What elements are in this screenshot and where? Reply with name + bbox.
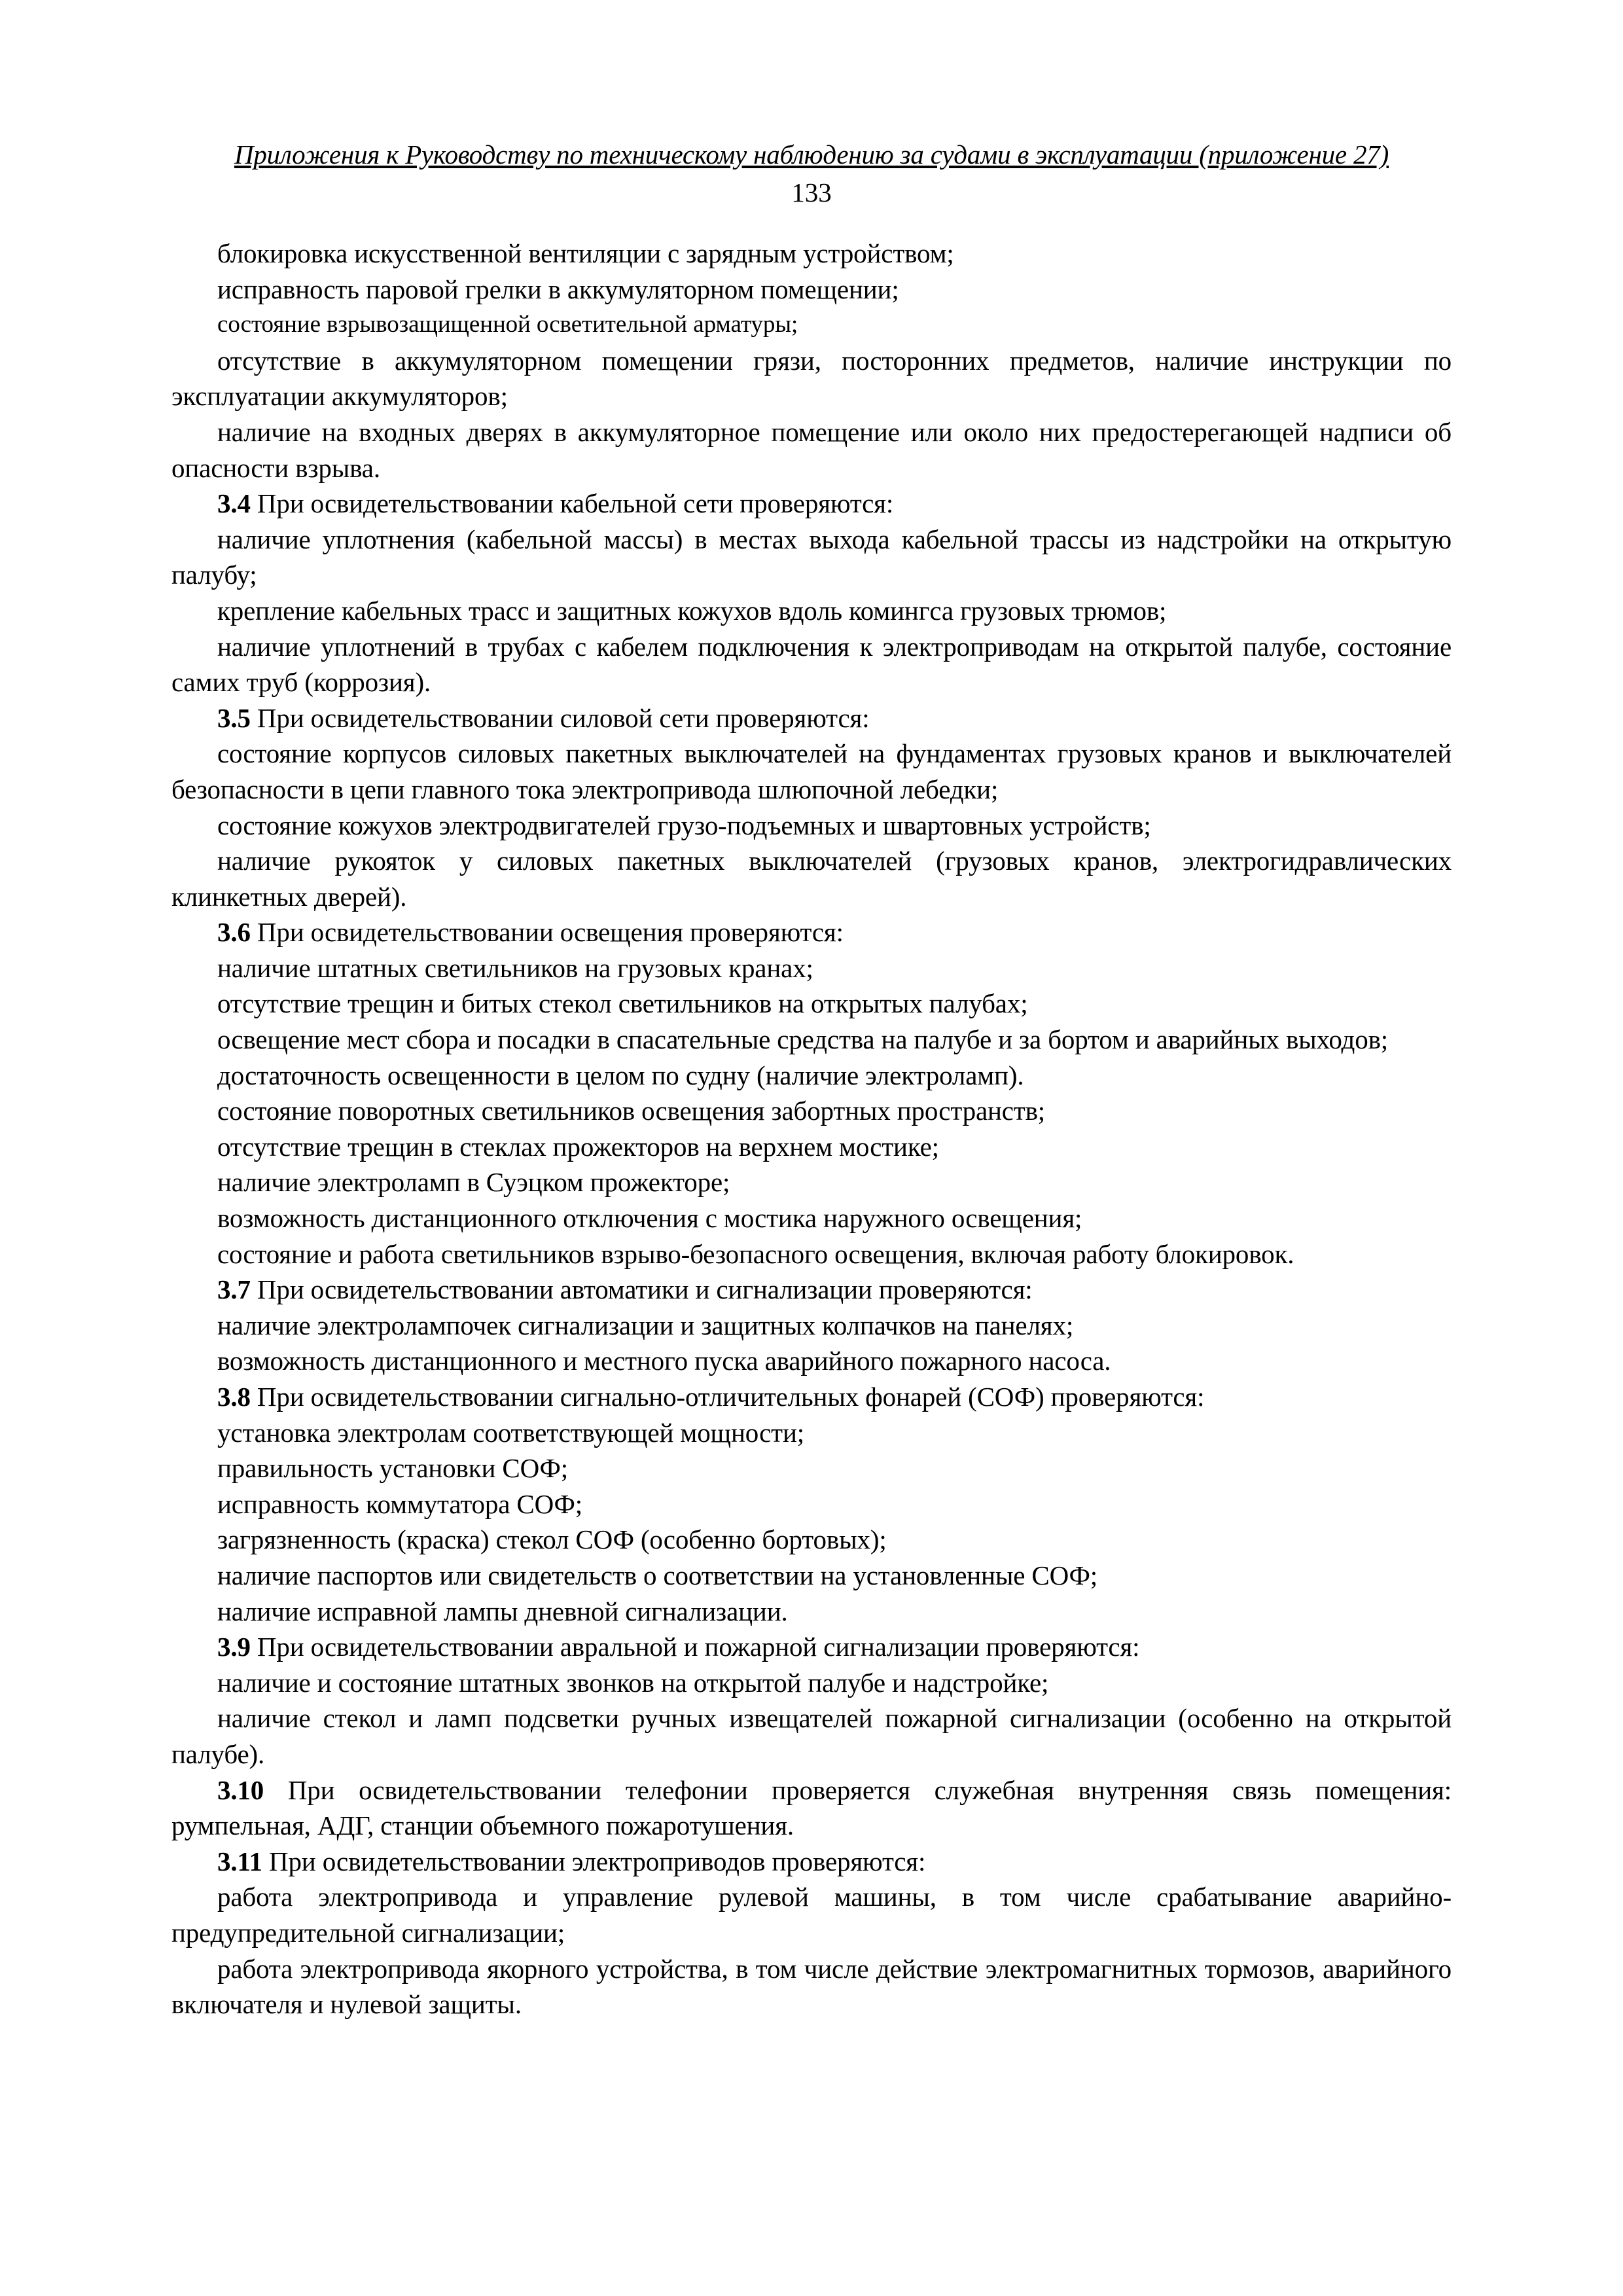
paragraph <box>171 1093 1452 1129</box>
section-heading-text: При освидетельствовании автоматики и сигнализации проверяются: <box>250 1274 1033 1305</box>
paragraph-text: состояние взрывозащищенной осветительной арматуры; <box>217 311 798 338</box>
section-heading <box>171 1379 1452 1415</box>
paragraph <box>171 629 1452 700</box>
section-heading <box>171 1844 1452 1880</box>
paragraph <box>171 522 1452 593</box>
paragraph <box>171 1129 1452 1165</box>
paragraph <box>171 1450 1452 1486</box>
section-heading <box>171 1272 1452 1308</box>
paragraph <box>171 343 1452 414</box>
paragraph <box>171 593 1452 629</box>
section-number: 3.9 <box>217 1632 251 1662</box>
paragraph-text: наличие электроламп в Суэцком прожекторе; <box>217 1167 730 1198</box>
paragraph <box>171 950 1452 986</box>
paragraph <box>171 1700 1452 1772</box>
section-heading-text: При освидетельствовании кабельной сети проверяются: <box>250 488 894 519</box>
paragraph <box>171 1486 1452 1522</box>
paragraph-text: отсутствие трещин и битых стекол светильников на открытых палубах; <box>217 988 1028 1019</box>
paragraph-text: блокировка искусственной вентиляции с зарядным устройством; <box>217 238 954 268</box>
paragraph-text: возможность дистанционного отключения с мостика наружного освещения; <box>217 1203 1082 1234</box>
section-number: 3.10 <box>217 1774 264 1805</box>
section-heading <box>171 914 1452 950</box>
section-number: 3.7 <box>217 1274 251 1305</box>
paragraph <box>171 1879 1452 1950</box>
paragraph-text: исправность паровой грелки в аккумуляторном помещении; <box>217 274 899 304</box>
paragraph <box>171 736 1452 807</box>
paragraph <box>171 1558 1452 1594</box>
paragraph-text: наличие уплотнений в трубах с кабелем подключения к электроприводам на открытой палубе, состояние самих труб (коррозия). <box>171 631 1452 698</box>
paragraph-text: исправность коммутатора СОФ; <box>217 1488 583 1519</box>
paragraph <box>171 1164 1452 1200</box>
paragraph-text: достаточность освещенности в целом по судну (наличие электроламп). <box>217 1060 1024 1090</box>
paragraph-text: состояние поворотных светильников освещения забортных пространств; <box>217 1096 1046 1126</box>
paragraph-text: наличие электролампочек сигнализации и защитных колпачков на панелях; <box>217 1310 1074 1340</box>
paragraph <box>171 986 1452 1022</box>
paragraph <box>171 1236 1452 1272</box>
section-heading <box>171 700 1452 736</box>
paragraph-text: наличие уплотнения (кабельной массы) в местах выхода кабельной трассы из надстройки на открытую палубу; <box>171 524 1452 590</box>
paragraph-text: наличие рукояток у силовых пакетных выключателей (грузовых кранов, электрогидравлических клинкетных дверей). <box>171 846 1452 912</box>
paragraph-text: загрязненность (краска) стекол СОФ (особенно бортовых); <box>217 1524 887 1555</box>
paragraph-text: состояние кожухов электродвигателей грузо-подъемных и швартовных устройств; <box>217 810 1151 840</box>
section-heading <box>171 1629 1452 1665</box>
paragraph-text: работа электропривода и управление рулевой машины, в том числе срабатывание аварийно-предупредительной сигнализации; <box>171 1882 1452 1948</box>
section-number: 3.4 <box>217 488 251 519</box>
paragraph-text: работа электропривода якорного устройства, в том числе действие электромагнитных тормозов, аварийного включателя и нулевой защиты. <box>171 1953 1452 2020</box>
paragraph-text: наличие на входных дверях в аккумуляторное помещение или около них предостерегающей надписи об опасности взрыва. <box>171 416 1452 483</box>
paragraph-text: состояние корпусов силовых пакетных выключателей на фундаментах грузовых кранов и выключателей безопасности в цепи главного тока электропривода шлюпочной лебедки; <box>171 738 1452 804</box>
page-number: 133 <box>791 177 832 207</box>
paragraph <box>171 236 1452 272</box>
paragraph <box>171 808 1452 844</box>
section-heading-text: При освидетельствовании телефонии проверяется служебная внутренняя связь помещения: румпельная, АДГ, станции объемного пожаротушения. <box>171 1774 1452 1841</box>
section-heading-text: При освидетельствовании сигнально-отличительных фонарей (СОФ) проверяются: <box>250 1382 1205 1412</box>
paragraph <box>171 1594 1452 1630</box>
paragraph <box>171 1665 1452 1701</box>
paragraph-text: освещение мест сбора и посадки в спасательные средства на палубе и за бортом и аварийных выходов; <box>217 1024 1389 1055</box>
paragraph <box>171 843 1452 914</box>
section-heading-text: При освидетельствовании авральной и пожарной сигнализации проверяются: <box>250 1632 1140 1662</box>
paragraph <box>171 272 1452 308</box>
section-number: 3.11 <box>217 1846 262 1876</box>
section-heading <box>171 486 1452 522</box>
paragraph-text: отсутствие в аккумуляторном помещении грязи, посторонних предметов, наличие инструкции по эксплуатации аккумуляторов; <box>171 345 1452 412</box>
running-header: Приложения к Руководству по техническому наблюдению за судами в эксплуатации (приложение 27) <box>234 139 1389 170</box>
paragraph <box>171 1308 1452 1344</box>
paragraph <box>171 1200 1452 1236</box>
paragraph <box>171 1415 1452 1451</box>
section-heading-text: При освидетельствовании электроприводов проверяются: <box>262 1846 926 1876</box>
document-body <box>171 236 1452 2022</box>
section-number: 3.8 <box>217 1382 251 1412</box>
paragraph <box>171 1951 1452 2022</box>
paragraph-text: крепление кабельных трасс и защитных кожухов вдоль комингса грузовых трюмов; <box>217 595 1167 626</box>
paragraph <box>171 307 1452 343</box>
paragraph-text: наличие паспортов или свидетельств о соответствии на установленные СОФ; <box>217 1560 1098 1590</box>
paragraph <box>171 1058 1452 1094</box>
paragraph-text: правильность установки СОФ; <box>217 1453 569 1484</box>
section-heading-text: При освидетельствовании освещения проверяются: <box>250 917 844 948</box>
paragraph-text: наличие штатных светильников на грузовых кранах; <box>217 952 813 983</box>
paragraph-text: отсутствие трещин в стеклах прожекторов на верхнем мостике; <box>217 1131 939 1162</box>
section-number: 3.6 <box>217 917 251 948</box>
paragraph-text: возможность дистанционного и местного пуска аварийного пожарного насоса. <box>217 1346 1111 1376</box>
paragraph-text: состояние и работа светильников взрыво-безопасного освещения, включая работу блокировок. <box>217 1238 1294 1269</box>
paragraph-text: установка электролам соответствующей мощности; <box>217 1417 804 1448</box>
paragraph <box>171 1522 1452 1558</box>
paragraph-text: наличие стекол и ламп подсветки ручных извещателей пожарной сигнализации (особенно на открытой палубе). <box>171 1703 1452 1769</box>
section-heading-text: При освидетельствовании силовой сети проверяются: <box>250 702 870 733</box>
paragraph <box>171 414 1452 486</box>
paragraph-text: наличие исправной лампы дневной сигнализации. <box>217 1596 788 1626</box>
paragraph-text: наличие и состояние штатных звонков на открытой палубе и надстройке; <box>217 1667 1049 1698</box>
section-heading <box>171 1772 1452 1844</box>
section-number: 3.5 <box>217 702 251 733</box>
paragraph <box>171 1343 1452 1379</box>
paragraph <box>171 1022 1452 1058</box>
